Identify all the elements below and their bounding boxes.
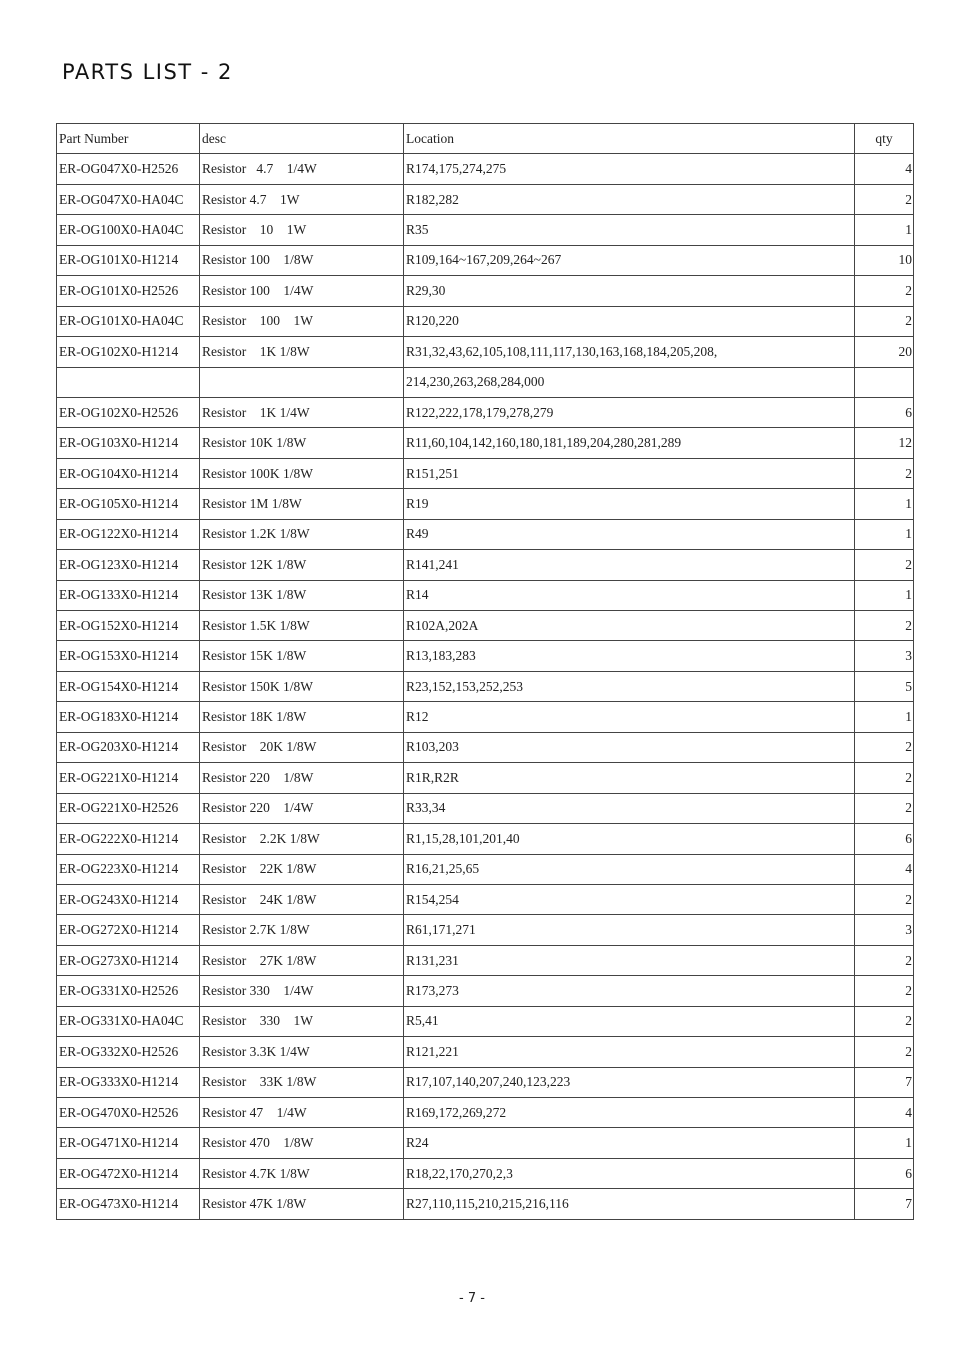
table-header-row [57, 124, 914, 154]
part-number-cell: ER-OG047X0-HA04C [57, 184, 200, 214]
location-cell: R174,175,274,275 [404, 154, 855, 184]
qty-cell: 3 [855, 915, 914, 945]
qty-cell: 2 [855, 763, 914, 793]
location-cell: R173,273 [404, 976, 855, 1006]
qty-cell: 2 [855, 550, 914, 580]
location-cell: R13,183,283 [404, 641, 855, 671]
part-number-cell [57, 367, 200, 397]
part-number-cell: ER-OG332X0-H2526 [57, 1037, 200, 1067]
table-row [57, 641, 914, 671]
part-number-cell: ER-OG331X0-H2526 [57, 976, 200, 1006]
qty-cell: 4 [855, 1098, 914, 1128]
table-row [57, 184, 914, 214]
location-cell: R18,22,170,270,2,3 [404, 1158, 855, 1188]
table-row [57, 550, 914, 580]
part-number-cell: ER-OG152X0-H1214 [57, 611, 200, 641]
location-cell: R131,231 [404, 945, 855, 975]
parts-table [56, 123, 914, 1220]
location-cell: R29,30 [404, 276, 855, 306]
table-row [57, 397, 914, 427]
qty-cell: 10 [855, 245, 914, 275]
table-row [57, 702, 914, 732]
table-row [57, 276, 914, 306]
part-number-cell: ER-OG272X0-H1214 [57, 915, 200, 945]
table-row [57, 1128, 914, 1158]
desc-cell: Resistor 4.7 1/4W [200, 154, 404, 184]
qty-cell: 6 [855, 824, 914, 854]
qty-cell: 2 [855, 184, 914, 214]
location-cell: R19 [404, 489, 855, 519]
location-cell: R121,221 [404, 1037, 855, 1067]
part-number-cell: ER-OG221X0-H1214 [57, 763, 200, 793]
qty-cell: 2 [855, 276, 914, 306]
desc-cell: Resistor 20K 1/8W [200, 732, 404, 762]
desc-cell: Resistor 220 1/4W [200, 793, 404, 823]
part-number-cell: ER-OG154X0-H1214 [57, 671, 200, 701]
location-cell: R12 [404, 702, 855, 732]
qty-cell: 1 [855, 215, 914, 245]
desc-cell: Resistor 3.3K 1/4W [200, 1037, 404, 1067]
table-row [57, 215, 914, 245]
page-number: - 7 - [459, 1291, 485, 1306]
part-number-cell: ER-OG471X0-H1214 [57, 1128, 200, 1158]
table-row [57, 489, 914, 519]
desc-cell: Resistor 2.7K 1/8W [200, 915, 404, 945]
location-cell: R103,203 [404, 732, 855, 762]
part-number-cell: ER-OG102X0-H1214 [57, 337, 200, 367]
table-row [57, 1006, 914, 1036]
part-number-cell: ER-OG105X0-H1214 [57, 489, 200, 519]
part-number-cell: ER-OG103X0-H1214 [57, 428, 200, 458]
table-row [57, 1098, 914, 1128]
location-cell: R122,222,178,179,278,279 [404, 397, 855, 427]
location-cell: R23,152,153,252,253 [404, 671, 855, 701]
location-cell: R24 [404, 1128, 855, 1158]
part-number-cell: ER-OG101X0-HA04C [57, 306, 200, 336]
part-number-cell: ER-OG331X0-HA04C [57, 1006, 200, 1036]
column-header-location: Location [404, 124, 855, 154]
location-cell: R33,34 [404, 793, 855, 823]
part-number-cell: ER-OG047X0-H2526 [57, 154, 200, 184]
part-number-cell: ER-OG333X0-H1214 [57, 1067, 200, 1097]
qty-cell: 4 [855, 854, 914, 884]
desc-cell: Resistor 1.2K 1/8W [200, 519, 404, 549]
part-number-cell: ER-OG243X0-H1214 [57, 884, 200, 914]
column-header-qty: qty [855, 124, 914, 154]
desc-cell: Resistor 4.7 1W [200, 184, 404, 214]
part-number-cell: ER-OG133X0-H1214 [57, 580, 200, 610]
part-number-cell: ER-OG222X0-H1214 [57, 824, 200, 854]
part-number-cell: ER-OG153X0-H1214 [57, 641, 200, 671]
desc-cell: Resistor 47 1/4W [200, 1098, 404, 1128]
desc-cell: Resistor 15K 1/8W [200, 641, 404, 671]
table-row [57, 580, 914, 610]
location-cell: R31,32,43,62,105,108,111,117,130,163,168,184,205,208, [404, 337, 855, 367]
table-row [57, 458, 914, 488]
location-cell: R1,15,28,101,201,40 [404, 824, 855, 854]
desc-cell: Resistor 330 1/4W [200, 976, 404, 1006]
table-row [57, 793, 914, 823]
part-number-cell: ER-OG101X0-H1214 [57, 245, 200, 275]
table-row [57, 976, 914, 1006]
location-cell: R14 [404, 580, 855, 610]
desc-cell: Resistor 100 1/4W [200, 276, 404, 306]
part-number-cell: ER-OG472X0-H1214 [57, 1158, 200, 1188]
desc-cell: Resistor 2.2K 1/8W [200, 824, 404, 854]
location-cell: R27,110,115,210,215,216,116 [404, 1189, 855, 1219]
part-number-cell: ER-OG122X0-H1214 [57, 519, 200, 549]
location-cell: R109,164~167,209,264~267 [404, 245, 855, 275]
location-cell: R35 [404, 215, 855, 245]
part-number-cell: ER-OG221X0-H2526 [57, 793, 200, 823]
desc-cell: Resistor 100 1W [200, 306, 404, 336]
location-cell: R5,41 [404, 1006, 855, 1036]
location-cell: R151,251 [404, 458, 855, 488]
desc-cell: Resistor 4.7K 1/8W [200, 1158, 404, 1188]
desc-cell: Resistor 150K 1/8W [200, 671, 404, 701]
desc-cell: Resistor 220 1/8W [200, 763, 404, 793]
desc-cell: Resistor 47K 1/8W [200, 1189, 404, 1219]
part-number-cell: ER-OG473X0-H1214 [57, 1189, 200, 1219]
part-number-cell: ER-OG273X0-H1214 [57, 945, 200, 975]
qty-cell: 2 [855, 732, 914, 762]
location-cell: R61,171,271 [404, 915, 855, 945]
table-row [57, 428, 914, 458]
qty-cell: 20 [855, 337, 914, 367]
qty-cell: 2 [855, 945, 914, 975]
desc-cell: Resistor 10K 1/8W [200, 428, 404, 458]
qty-cell [855, 367, 914, 397]
location-cell: R1R,R2R [404, 763, 855, 793]
column-header-desc: desc [200, 124, 404, 154]
table-row [57, 824, 914, 854]
qty-cell: 1 [855, 519, 914, 549]
location-cell: R17,107,140,207,240,123,223 [404, 1067, 855, 1097]
table-row [57, 884, 914, 914]
table-row [57, 245, 914, 275]
table-row [57, 1067, 914, 1097]
location-cell: 214,230,263,268,284,000 [404, 367, 855, 397]
desc-cell: Resistor 100K 1/8W [200, 458, 404, 488]
table-row [57, 945, 914, 975]
qty-cell: 4 [855, 154, 914, 184]
part-number-cell: ER-OG101X0-H2526 [57, 276, 200, 306]
qty-cell: 2 [855, 884, 914, 914]
desc-cell: Resistor 100 1/8W [200, 245, 404, 275]
table-row [57, 671, 914, 701]
location-cell: R154,254 [404, 884, 855, 914]
table-row [57, 915, 914, 945]
table-row [57, 763, 914, 793]
qty-cell: 2 [855, 976, 914, 1006]
desc-cell: Resistor 18K 1/8W [200, 702, 404, 732]
qty-cell: 2 [855, 458, 914, 488]
part-number-cell: ER-OG123X0-H1214 [57, 550, 200, 580]
desc-cell: Resistor 470 1/8W [200, 1128, 404, 1158]
qty-cell: 1 [855, 580, 914, 610]
location-cell: R16,21,25,65 [404, 854, 855, 884]
qty-cell: 1 [855, 489, 914, 519]
location-cell: R141,241 [404, 550, 855, 580]
qty-cell: 7 [855, 1189, 914, 1219]
column-header-part-number: Part Number [57, 124, 200, 154]
table-row [57, 1189, 914, 1219]
table-body [57, 154, 914, 1219]
desc-cell: Resistor 12K 1/8W [200, 550, 404, 580]
table-row [57, 1037, 914, 1067]
desc-cell: Resistor 10 1W [200, 215, 404, 245]
table-row [57, 519, 914, 549]
table-row [57, 732, 914, 762]
qty-cell: 2 [855, 306, 914, 336]
qty-cell: 3 [855, 641, 914, 671]
location-cell: R120,220 [404, 306, 855, 336]
qty-cell: 1 [855, 1128, 914, 1158]
table-row [57, 367, 914, 397]
part-number-cell: ER-OG223X0-H1214 [57, 854, 200, 884]
part-number-cell: ER-OG102X0-H2526 [57, 397, 200, 427]
desc-cell: Resistor 1M 1/8W [200, 489, 404, 519]
table-row [57, 854, 914, 884]
qty-cell: 2 [855, 1006, 914, 1036]
location-cell: R182,282 [404, 184, 855, 214]
desc-cell: Resistor 1.5K 1/8W [200, 611, 404, 641]
location-cell: R49 [404, 519, 855, 549]
part-number-cell: ER-OG100X0-HA04C [57, 215, 200, 245]
desc-cell [200, 367, 404, 397]
qty-cell: 1 [855, 702, 914, 732]
desc-cell: Resistor 1K 1/8W [200, 337, 404, 367]
qty-cell: 6 [855, 1158, 914, 1188]
table-row [57, 306, 914, 336]
table-row [57, 337, 914, 367]
qty-cell: 2 [855, 611, 914, 641]
desc-cell: Resistor 27K 1/8W [200, 945, 404, 975]
qty-cell: 2 [855, 793, 914, 823]
part-number-cell: ER-OG183X0-H1214 [57, 702, 200, 732]
page-title: PARTS LIST - 2 [62, 60, 233, 84]
qty-cell: 7 [855, 1067, 914, 1097]
table-row [57, 154, 914, 184]
table-row [57, 611, 914, 641]
desc-cell: Resistor 13K 1/8W [200, 580, 404, 610]
location-cell: R11,60,104,142,160,180,181,189,204,280,281,289 [404, 428, 855, 458]
qty-cell: 2 [855, 1037, 914, 1067]
location-cell: R169,172,269,272 [404, 1098, 855, 1128]
qty-cell: 6 [855, 397, 914, 427]
table-row [57, 1158, 914, 1188]
desc-cell: Resistor 330 1W [200, 1006, 404, 1036]
desc-cell: Resistor 24K 1/8W [200, 884, 404, 914]
desc-cell: Resistor 33K 1/8W [200, 1067, 404, 1097]
part-number-cell: ER-OG104X0-H1214 [57, 458, 200, 488]
part-number-cell: ER-OG470X0-H2526 [57, 1098, 200, 1128]
part-number-cell: ER-OG203X0-H1214 [57, 732, 200, 762]
location-cell: R102A,202A [404, 611, 855, 641]
qty-cell: 12 [855, 428, 914, 458]
qty-cell: 5 [855, 671, 914, 701]
desc-cell: Resistor 22K 1/8W [200, 854, 404, 884]
desc-cell: Resistor 1K 1/4W [200, 397, 404, 427]
